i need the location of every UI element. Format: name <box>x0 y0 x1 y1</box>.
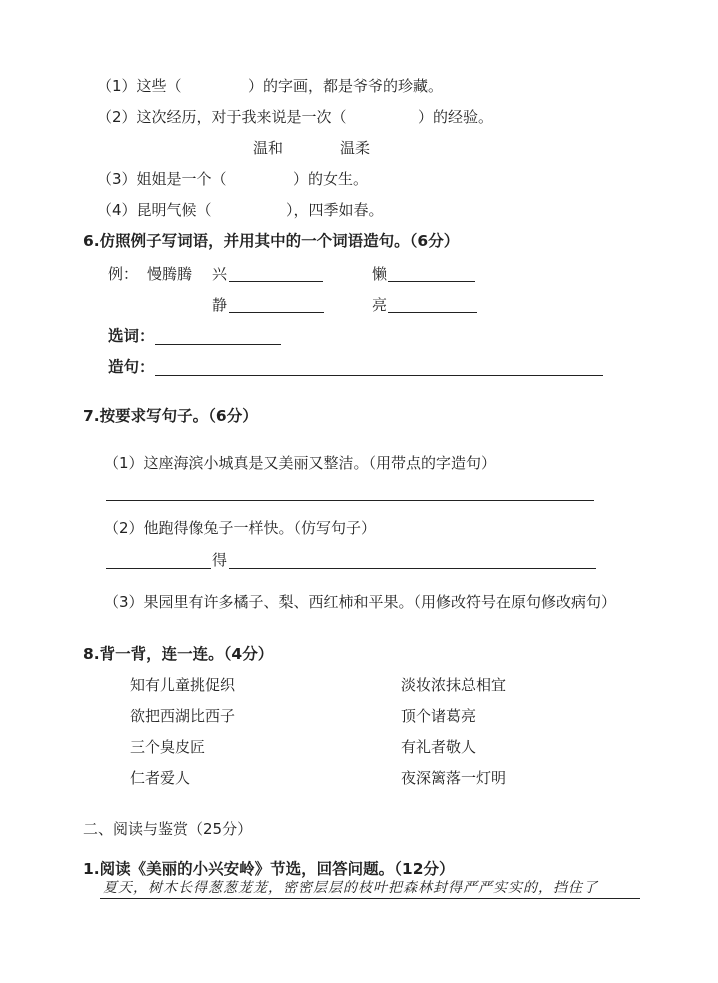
q6-sentence-blank[interactable] <box>155 375 603 376</box>
q5-sentence-2-end: ）的经验。 <box>418 108 494 126</box>
q6-blank-1[interactable] <box>229 281 323 282</box>
q5-sentence-4-start: （4）昆明气候（ <box>97 201 212 219</box>
q5-sentence-3-end: ）的女生。 <box>293 170 369 188</box>
reading-1-title: 1.阅读《美丽的小兴安岭》节选，回答问题。（12分） <box>83 860 455 878</box>
q8-left-item-2[interactable]: 欲把西湖比西子 <box>130 707 236 725</box>
q6-title: 6.仿照例子写词语，并用其中的一个词语造句。（6分） <box>83 232 460 250</box>
q7-title: 7.按要求写句子。（6分） <box>83 407 258 425</box>
q6-blank-2[interactable] <box>388 281 475 282</box>
q7-sentence-3: （3）果园里有许多橘子、梨、西红柿和平果。（用修改符号在原句修改病句） <box>104 593 617 611</box>
q6-char-4: 亮 <box>372 296 388 314</box>
q7-sentence-2: （2）他跑得像兔子一样快。（仿写句子） <box>104 519 377 537</box>
q6-char-1: 兴 <box>212 265 228 283</box>
q6-blank-3[interactable] <box>229 312 324 313</box>
q7-answer-line-1[interactable] <box>106 500 594 501</box>
q5-sentence-1-start: （1）这些（ <box>97 77 182 95</box>
q8-right-item-2[interactable]: 顶个诸葛亮 <box>401 707 477 725</box>
q6-char-3: 静 <box>212 296 228 314</box>
q5-sentence-2-start: （2）这次经历，对于我来说是一次（ <box>97 108 347 126</box>
q8-left-item-4[interactable]: 仁者爱人 <box>130 769 191 787</box>
q7-sentence-1: （1）这座海滨小城真是又美丽又整洁。（用带点的字造句） <box>104 454 497 472</box>
q5-sentence-4-end: ），四季如春。 <box>286 201 384 219</box>
q5-option-word-2: 温柔 <box>340 139 371 157</box>
reading-1-passage-underline <box>100 898 640 899</box>
q6-pick-label: 选词： <box>108 327 155 345</box>
q8-left-item-3[interactable]: 三个臭皮匠 <box>130 738 206 756</box>
q5-option-word-1: 温和 <box>253 139 284 157</box>
q6-sentence-label: 造句： <box>108 358 155 376</box>
q5-sentence-3-start: （3）姐姐是一个（ <box>97 170 227 188</box>
q8-right-item-1[interactable]: 淡妆浓抹总相宜 <box>401 676 507 694</box>
q8-right-item-3[interactable]: 有礼者敬人 <box>401 738 477 756</box>
q6-pick-blank[interactable] <box>155 344 281 345</box>
q7-de-char: 得 <box>212 551 228 569</box>
q8-right-item-4[interactable]: 夜深篱落一灯明 <box>401 769 507 787</box>
q6-example-word: 慢腾腾 <box>147 265 193 283</box>
q6-example-label: 例： <box>108 265 139 283</box>
q8-title: 8.背一背，连一连。（4分） <box>83 645 274 663</box>
q7-answer-blank-2b[interactable] <box>229 568 596 569</box>
q6-blank-4[interactable] <box>388 312 477 313</box>
reading-1-passage-line: 夏天，树木长得葱葱茏茏，密密层层的枝叶把森林封得严严实实的，挡住了 <box>103 880 598 896</box>
q7-answer-blank-2a[interactable] <box>106 568 211 569</box>
section-2-title: 二、阅读与鉴赏（25分） <box>83 820 253 838</box>
q6-char-2: 懒 <box>372 265 388 283</box>
q8-left-item-1[interactable]: 知有儿童挑促织 <box>130 676 236 694</box>
q5-sentence-1-end: ）的字画，都是爷爷的珍藏。 <box>248 77 444 95</box>
